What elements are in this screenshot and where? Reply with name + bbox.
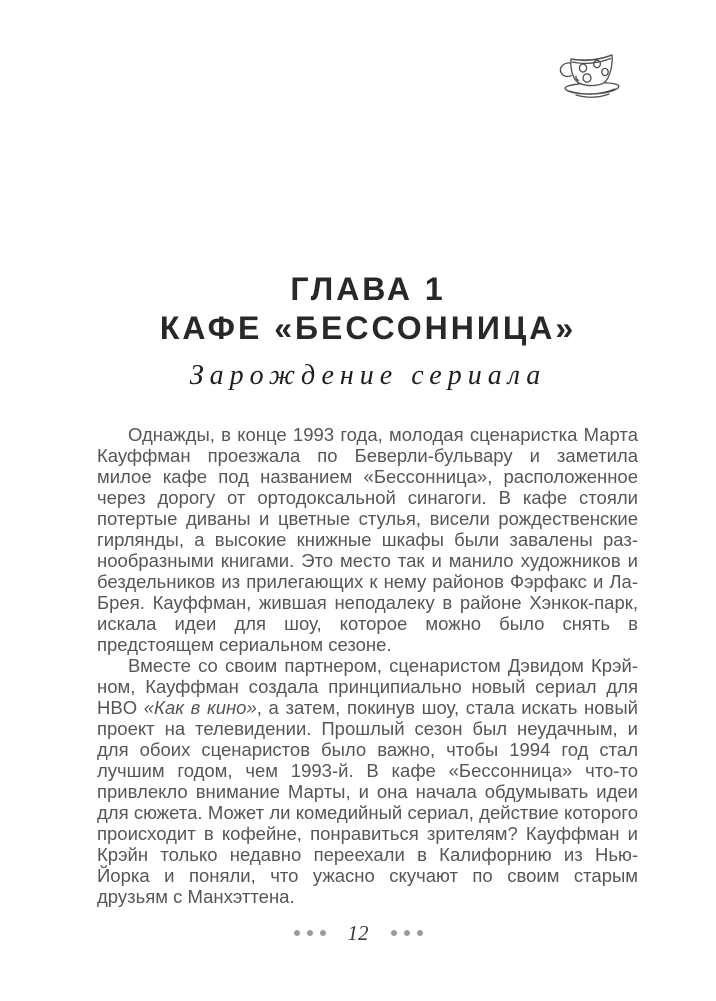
chapter-header (97, 271, 639, 392)
ornament-dots-left (294, 930, 326, 936)
coffee-cup-icon (552, 50, 630, 104)
show-title-italic: «Как в кино» (143, 697, 257, 718)
page-footer (0, 920, 716, 946)
paragraph-1: Однажды, в конце 1993 года, молодая сценаристка Марта Кауффман проезжала по Беверли-бульвару и заметила милое кафе под названием «Бессонница», расположенное через дорогу от ортодоксальной синагоги. В кафе стояли потертые диваны и цветные стулья, висели рождественские гирлянды, а высокие книжные шкафы были завалены разнообразными книгами. Это место так и манило художников и бездельников из прилегающих к нему районов Фэрфакс и Ла-Брея. Кауффман, жившая неподалеку в районе Хэнкок-парк, искала идеи для шоу, которое можно было снять в предстоящем сериальном сезоне. (97, 424, 638, 655)
ornament-dots-right (391, 930, 423, 936)
chapter-number: ГЛАВА 1 (290, 271, 446, 307)
dot-icon (417, 930, 423, 936)
chapter-title: КАФЕ «БЕССОННИЦА» (159, 309, 577, 346)
body-text (97, 424, 638, 907)
paragraph-2-start: Вместе со своим партнером, сценаристом Дэвидом Крэйном, Кауффман создала принципиально новый сериал для HBO (97, 655, 638, 718)
page-number: 12 (347, 921, 369, 945)
paragraph-2 (97, 655, 638, 907)
paragraph-2-end: , а затем, покинув шоу, стала искать новый проект на телевидении. Прошлый сезон был неудачным, и для обоих сценаристов было важно, чтобы 1994 год стал лучшим годом, чем 1993-й. В кафе «Бессонница» что-то привлекло внимание Марты, и она начала обдумывать идеи для сюжета. Может ли комедийный сериал, действие которого происходит в кофейне, понравиться зрителям? Кауффман и Крэйн только недавно переехали в Калифорнию из Нью-Йорка и поняли, что ужасно скучают по своим старым друзьям с Манхэттена. (97, 697, 639, 907)
chapter-subtitle: Зарождение сериала (189, 359, 547, 391)
dot-icon (307, 930, 313, 936)
dot-icon (391, 930, 397, 936)
dot-icon (294, 930, 300, 936)
dot-icon (404, 930, 410, 936)
dot-icon (320, 930, 326, 936)
